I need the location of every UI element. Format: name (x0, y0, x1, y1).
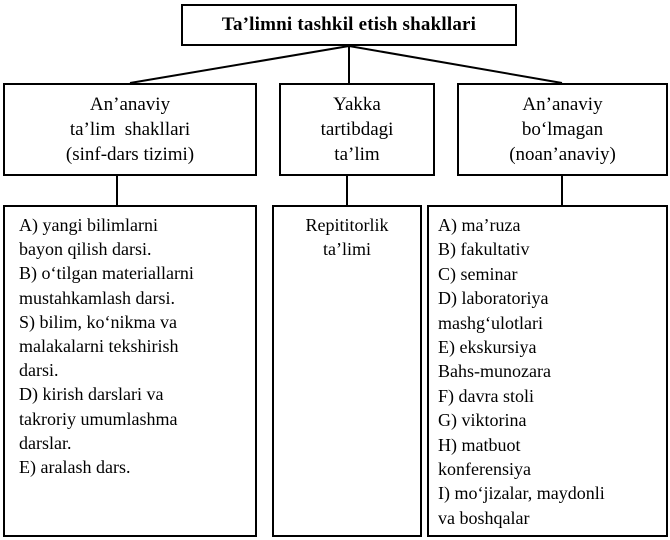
category-line: ta’lim (334, 144, 380, 165)
list-box-individual (272, 205, 422, 537)
category-line: (sinf-dars tizimi) (65, 144, 195, 165)
connector-root-to-right (349, 46, 562, 83)
list-line: takroriy umumlashma (19, 408, 178, 429)
root-title: Ta’limni tashkil etish shakllari (221, 14, 477, 35)
category-box-traditional (3, 83, 257, 176)
list-line: E) ekskursiya (438, 337, 537, 358)
list-line: H) matbuot (438, 434, 521, 455)
root-title-box (181, 4, 517, 46)
list-line: D) laboratoriya (438, 288, 549, 309)
list-line: S) bilim, ko‘nikma va (19, 311, 177, 332)
list-line: A) yangi bilimlarni (19, 215, 158, 235)
list-line: va boshqalar (438, 507, 530, 528)
category-line: An’anaviy (89, 94, 171, 115)
list-line: G) viktorina (438, 410, 527, 431)
category-line: (noan’anaviy) (509, 144, 616, 165)
list-line: I) mo‘jizalar, maydonli (438, 483, 605, 504)
list-line: darslar. (19, 432, 72, 453)
list-line: A) ma’ruza (438, 215, 521, 235)
list-line: mashg‘ulotlari (438, 312, 543, 333)
list-line: bayon qilish darsi. (19, 239, 152, 260)
list-line: konferensiya (438, 459, 531, 480)
list-line: E) aralash dars. (19, 457, 131, 478)
list-box-traditional (3, 205, 257, 537)
category-line: ta’lim shakllari (69, 119, 191, 140)
list-line: mustahkamlash darsi. (19, 287, 175, 308)
category-box-nontraditional (457, 83, 668, 176)
category-box-individual (279, 83, 435, 176)
list-line: Repititorlik (305, 215, 389, 235)
list-line: D) kirish darslari va (19, 384, 164, 405)
list-box-nontraditional (427, 205, 668, 537)
list-line: B) o‘tilgan materiallarni (19, 263, 194, 284)
list-line: darsi. (19, 360, 59, 381)
list-line: Bahs-munozara (438, 361, 551, 382)
list-line: C) seminar (438, 263, 518, 284)
category-line: An’anaviy (522, 94, 603, 115)
list-line: B) fakultativ (438, 239, 530, 260)
category-line: bo‘lmagan (521, 119, 604, 140)
list-line: ta’limi (323, 239, 371, 259)
list-line: malakalarni tekshirish (19, 336, 179, 357)
connector-root-to-left (130, 46, 349, 83)
category-line: Yakka (333, 94, 381, 115)
list-line: F) davra stoli (438, 385, 534, 406)
category-line: tartibdagi (320, 119, 394, 140)
